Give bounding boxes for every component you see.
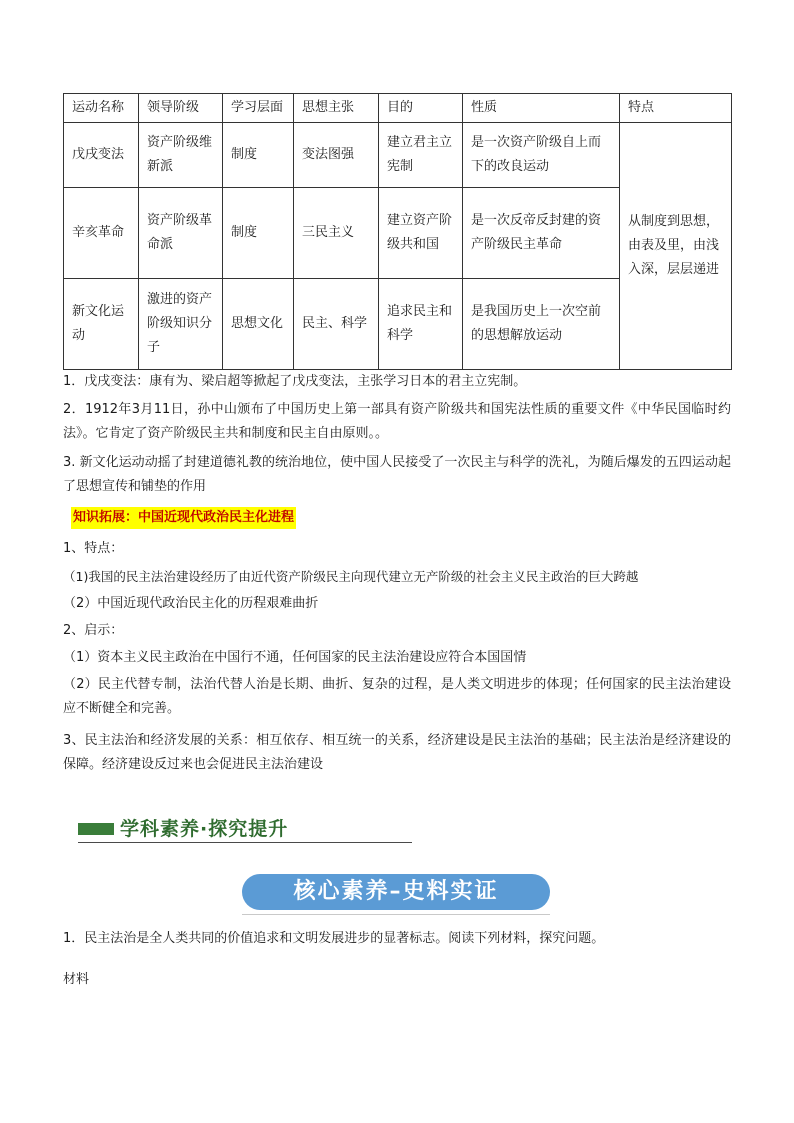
material-label: 材料	[63, 972, 90, 987]
nature-cell: 是一次资产阶级自上而下的改良运动	[463, 123, 620, 188]
extension-line: 2、启示：	[63, 623, 124, 638]
learning-level-cell: 制度	[223, 188, 294, 279]
movement-name-cell: 戊戌变法	[64, 123, 139, 188]
question-text: 1．民主法治是全人类共同的价值追求和文明发展进步的显著标志。阅读下列材料，探究问题。	[63, 931, 605, 946]
goal-cell: 建立君主立宪制	[379, 123, 463, 188]
section-bar-icon	[78, 823, 114, 835]
section-underline	[78, 842, 412, 843]
extension-line: （1)我国的民主法治建设经历了由近代资产阶级民主向现代建立无产阶级的社会主义民主政治的巨大跨越	[63, 569, 639, 584]
comparison-table	[63, 93, 732, 370]
idea-cell: 三民主义	[294, 188, 379, 279]
leading-class-cell: 资产阶级维新派	[139, 123, 223, 188]
leading-class-cell: 资产阶级革命派	[139, 188, 223, 279]
movement-name-cell: 新文化运动	[64, 279, 139, 370]
table-header-cell: 运动名称	[64, 94, 139, 123]
idea-cell: 民主、科学	[294, 279, 379, 370]
table-header-cell: 目的	[379, 94, 463, 123]
extension-line: （1）资本主义民主政治在中国行不通，任何国家的民主法治建设应符合本国国情	[63, 650, 527, 665]
extension-line: 3、民主法治和经济发展的关系：相互依存、相互统一的关系，经济建设是民主法治的基础；民主法治是经济建设的保障。经济建设反过来也会促进民主法治建设	[63, 733, 731, 772]
core-literacy-badge: 核心素养–史料实证	[242, 874, 550, 910]
leading-class-cell: 激进的资产阶级知识分子	[139, 279, 223, 370]
idea-cell: 变法图强	[294, 123, 379, 188]
table-header-cell: 领导阶级	[139, 94, 223, 123]
note-2: 2．1912年3月11日，孙中山颁布了中国历史上第一部具有资产阶级共和国宪法性质的重要文件《中华民国临时约法》。它肯定了资产阶级民主共和制度和民主自由原则。。	[63, 402, 731, 441]
feature-cell: 从制度到思想，由表及里，由浅入深，层层递进	[620, 123, 732, 370]
learning-level-cell: 制度	[223, 123, 294, 188]
section-title: 学科素养·探究提升	[120, 818, 289, 840]
nature-cell: 是一次反帝反封建的资产阶级民主革命	[463, 188, 620, 279]
learning-level-cell: 思想文化	[223, 279, 294, 370]
note-3: 3. 新文化运动动摇了封建道德礼教的统治地位，使中国人民接受了一次民主与科学的洗礼，为随后爆发的五四运动起了思想宣传和铺垫的作用	[63, 455, 731, 494]
table-header-row	[64, 94, 732, 123]
table-row	[64, 123, 732, 188]
extension-title: 知识拓展：中国近现代政治民主化进程	[71, 507, 296, 529]
nature-cell: 是我国历史上一次空前的思想解放运动	[463, 279, 620, 370]
extension-line: 1、特点：	[63, 541, 124, 556]
goal-cell: 建立资产阶级共和国	[379, 188, 463, 279]
extension-line: （2）中国近现代政治民主化的历程艰难曲折	[63, 596, 319, 611]
table-header-cell: 思想主张	[294, 94, 379, 123]
table-header-cell: 性质	[463, 94, 620, 123]
table-header-cell: 特点	[620, 94, 732, 123]
badge-underline	[242, 914, 550, 915]
table-header-cell: 学习层面	[223, 94, 294, 123]
movement-name-cell: 辛亥革命	[64, 188, 139, 279]
note-1: 1．戊戌变法：康有为、梁启超等掀起了戊戌变法，主张学习日本的君主立宪制。	[63, 374, 527, 389]
extension-line: （2）民主代替专制，法治代替人治是长期、曲折、复杂的过程，是人类文明进步的体现；任何国家的民主法治建设应不断健全和完善。	[63, 677, 731, 716]
section-header	[78, 812, 412, 844]
goal-cell: 追求民主和科学	[379, 279, 463, 370]
